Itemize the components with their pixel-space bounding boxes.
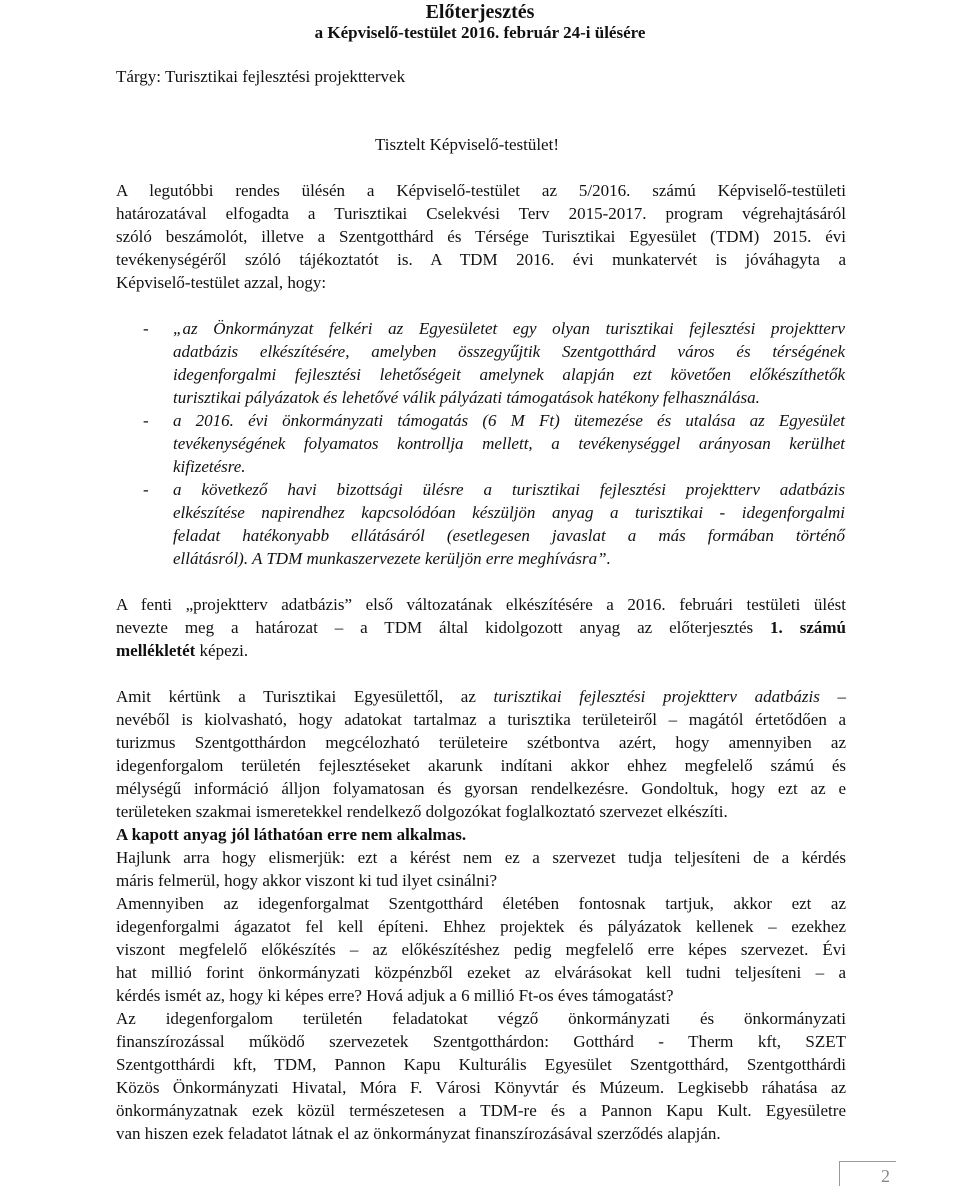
document-title: Előterjesztés bbox=[425, 1, 535, 23]
para-line bbox=[116, 686, 846, 708]
para-line: Közös Önkormányzati Hivatal, Móra F. Városi Könyvtár és Múzeum. Legkisebb ráhatása az bbox=[116, 1078, 846, 1097]
para-line: területeken szakmai ismeretekkel rendelkező dolgozókat foglalkoztató szervezet elkészíti. bbox=[116, 802, 728, 821]
para-line: kérdés ismét az, hogy ki képes erre? Hová adjuk a 6 millió Ft-os éves támogatást? bbox=[116, 986, 674, 1005]
para-line: turizmus Szentgotthárdon megcélozható területeire szétbontva azért, hogy amennyiben az bbox=[116, 733, 846, 752]
bullet-line: ellátásról). A TDM munkaszervezete kerüljön erre meghívásra”. bbox=[173, 549, 611, 568]
para-line: A fenti „projektterv adatbázis” első változatának elkészítésére a 2016. februári testületi ülést bbox=[116, 595, 846, 614]
bullet-line: kifizetésre. bbox=[173, 457, 246, 476]
para-text: nevezte meg a határozat – a TDM által kidolgozott anyag az előterjesztés bbox=[116, 618, 771, 637]
para-line: van hiszen ezek feladatot látnak el az önkormányzat finanszírozásával szerződés alapján. bbox=[116, 1124, 721, 1143]
intro-line: Képviselő-testület azzal, hogy: bbox=[116, 273, 327, 292]
para-text: – bbox=[819, 687, 846, 706]
document-subtitle: a Képviselő-testület 2016. február 24-i ülésére bbox=[314, 23, 646, 42]
para-line: hat millió forint önkormányzati közpénzből ezeket az elvárásokat kell tudni teljesíteni – a bbox=[116, 963, 846, 982]
para-line: máris felmerül, hogy akkor viszont ki tud ilyet csinálni? bbox=[116, 871, 497, 890]
para-line: Szentgotthárdi kft, TDM, Pannon Kapu Kulturális Egyesület Szentgotthárd, Szentgotthárdi bbox=[116, 1055, 846, 1074]
bullet-dash: - bbox=[143, 480, 149, 499]
para-line: mélységű információ álljon folyamatosan és gyorsan rendelkezésre. Gondoltuk, hogy ezt az e bbox=[116, 779, 846, 798]
para-line bbox=[116, 617, 846, 639]
attachment-ref: 1. számú bbox=[770, 618, 847, 637]
attachment-ref: mellékletét bbox=[116, 641, 196, 660]
bold-statement: A kapott anyag jól láthatóan erre nem alkalmas. bbox=[116, 825, 467, 844]
para-line: Hajlunk arra hogy elismerjük: ezt a kérést nem ez a szervezet tudja teljesíteni de a kérdés bbox=[116, 848, 846, 867]
subject-line: Tárgy: Turisztikai fejlesztési projekttervek bbox=[116, 67, 406, 86]
salutation: Tisztelt Képviselő-testület! bbox=[375, 135, 559, 154]
para-line: nevéből is kiolvasható, hogy adatokat tartalmaz a turisztika területeiről – magától értetődően a bbox=[116, 710, 846, 729]
bullet-line: elkészítése napirendhez kapcsolódóan készüljön anyag a turisztikai - idegenforgalmi bbox=[173, 503, 845, 522]
intro-line: szóló beszámolót, illetve a Szentgotthárd és Térsége Turisztikai Egyesület (TDM) 2015. évi bbox=[116, 227, 846, 246]
bullet-line: feladat hatékonyabb ellátásáról (esetlegesen javaslat a más formában történő bbox=[173, 526, 845, 545]
bullet-line: „az Önkormányzat felkéri az Egyesületet egy olyan turisztikai fejlesztési projektterv bbox=[173, 319, 845, 338]
para-line: idegenforgalom területén fejlesztéseket akarunk indítani akkor ehhez megfelelő számú és bbox=[116, 756, 846, 775]
para-line: idegenforgalmi ágazatot fel kell építeni. Ehhez projektek és pályázatok kellenek – ezekhez bbox=[116, 917, 846, 936]
bullet-line: a következő havi bizottsági ülésre a turisztikai fejlesztési projektterv adatbázis bbox=[173, 480, 845, 499]
intro-line: A legutóbbi rendes ülésén a Képviselő-testület az 5/2016. számú Képviselő-testületi bbox=[116, 181, 846, 200]
para-text: képezi. bbox=[195, 641, 249, 660]
para-text: Amit kértünk a Turisztikai Egyesülettől, az bbox=[116, 687, 494, 706]
intro-line: tevékenységéről szóló tájékoztatót is. A TDM 2016. évi munkatervét is jóváhagyta a bbox=[116, 250, 846, 269]
para-line: viszont megfelelő előkészítés – az előkészítéshez pedig megfelelő erre képes szervezet. Évi bbox=[116, 940, 846, 959]
para-line: Amennyiben az idegenforgalmat Szentgotthárd életében fontosnak tartjuk, akkor ezt az bbox=[116, 894, 846, 913]
para-line bbox=[116, 640, 846, 662]
para-line: finanszírozással működő szervezetek Szentgotthárdon: Gotthárd - Therm kft, SZET bbox=[116, 1032, 846, 1051]
para-line: önkormányzatnak ezek közül természetesen a TDM-re és a Pannon Kapu Kult. Egyesületre bbox=[116, 1101, 846, 1120]
bullet-line: adatbázis elkészítésére, amelyben összegyűjtik Szentgotthárd város és térségének bbox=[173, 342, 845, 361]
page-number: 2 bbox=[839, 1161, 896, 1186]
bullet-dash: - bbox=[143, 411, 149, 430]
intro-line: határozatával elfogadta a Turisztikai Cselekvési Terv 2015-2017. program végrehajtásáról bbox=[116, 204, 846, 223]
bullet-line: tevékenységének folyamatos kontrollja mellett, a tevékenységgel arányosan kerülhet bbox=[173, 434, 845, 453]
bullet-line: a 2016. évi önkormányzati támogatás (6 M Ft) ütemezése és utalása az Egyesület bbox=[173, 411, 845, 430]
bullet-line: turisztikai pályázatok és lehetővé válik pályázati támogatások hatékony felhasználása. bbox=[173, 388, 760, 407]
bullet-line: idegenforgalmi fejlesztési lehetőségeit amelynek alapján ezt követően előkészíthetők bbox=[173, 365, 845, 384]
para-line: Az idegenforgalom területén feladatokat végző önkormányzati és önkormányzati bbox=[116, 1009, 846, 1028]
para-emphasis: turisztikai fejlesztési projektterv adatbázis bbox=[493, 687, 820, 706]
bullet-dash: - bbox=[143, 319, 149, 338]
